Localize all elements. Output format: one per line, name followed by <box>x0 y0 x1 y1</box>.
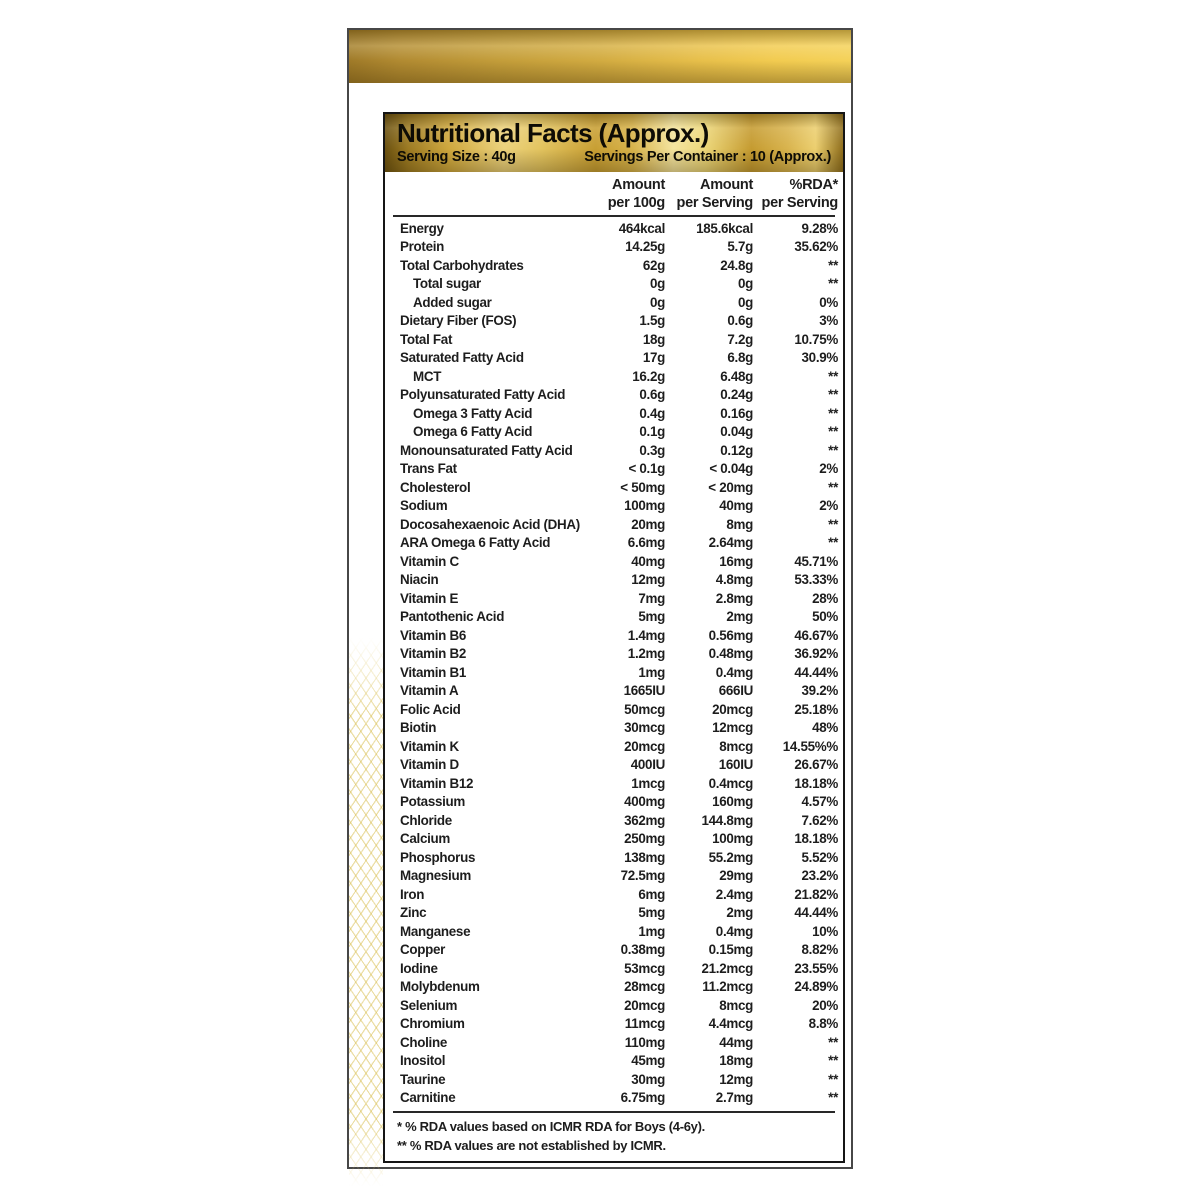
rda-per-serving: 2% <box>819 498 838 513</box>
nutrient-name: Docosahexaenoic Acid (DHA) <box>400 516 580 532</box>
amount-per-serving: 666IU <box>718 683 753 698</box>
rda-per-serving: ** <box>828 257 838 273</box>
rda-per-serving: 8.8% <box>808 1016 838 1031</box>
amount-per-100g: 45mg <box>631 1053 665 1068</box>
amount-per-100g: 40mg <box>631 553 665 569</box>
amount-per-100g: 1665IU <box>623 683 665 698</box>
amount-per-serving: 7.2g <box>727 331 753 347</box>
amount-per-serving: 8mcg <box>719 738 753 754</box>
column-header-blank <box>400 176 577 212</box>
table-row <box>400 941 838 960</box>
table-row <box>400 775 838 794</box>
amount-per-serving: 0.4mcg <box>708 775 753 791</box>
table-row <box>400 812 838 831</box>
amount-per-serving: 0.48mg <box>708 646 753 661</box>
table-row <box>400 1089 838 1108</box>
nutrient-name: Omega 6 Fatty Acid <box>413 424 533 439</box>
rda-per-serving: ** <box>828 535 838 550</box>
rda-per-serving: 53.33% <box>794 572 838 587</box>
table-row <box>400 627 838 646</box>
nutrition-facts-table <box>383 112 845 1163</box>
nutrient-name: Protein <box>400 239 445 254</box>
nutrient-name: Molybdenum <box>400 979 480 994</box>
amount-per-100g: 30mg <box>631 1071 665 1087</box>
nutrient-name: ARA Omega 6 Fatty Acid <box>400 535 551 550</box>
amount-per-serving: 0.4mg <box>715 664 753 680</box>
nutrient-name: Vitamin B12 <box>400 775 474 791</box>
amount-per-serving: 4.8mg <box>715 572 753 587</box>
mesh-watermark-decoration <box>349 638 383 1186</box>
amount-per-serving: 4.4mcg <box>708 1016 753 1031</box>
table-row <box>400 645 838 664</box>
amount-per-100g: 20mcg <box>624 738 665 754</box>
amount-per-100g: 400mg <box>624 794 665 809</box>
table-row <box>400 756 838 775</box>
table-row <box>400 534 838 553</box>
nutrient-name: Saturated Fatty Acid <box>400 350 524 365</box>
rda-per-serving: 24.89% <box>794 979 838 994</box>
amount-per-100g: 53mcg <box>624 960 665 976</box>
amount-per-serving: 144.8mg <box>701 812 753 828</box>
rda-per-serving: 23.55% <box>794 960 838 976</box>
amount-per-serving: 2mg <box>726 609 753 624</box>
table-row <box>400 886 838 905</box>
nutrient-name: Iodine <box>400 960 438 976</box>
amount-per-100g: < 50mg <box>620 479 665 495</box>
nutrient-name: Chloride <box>400 812 452 828</box>
amount-per-serving: < 20mg <box>708 479 753 495</box>
nutrient-name: Iron <box>400 886 425 902</box>
rda-per-serving: ** <box>828 1034 838 1050</box>
amount-per-serving: 21.2mcg <box>701 960 753 976</box>
rda-per-serving: 25.18% <box>794 701 838 717</box>
nutrient-name: Selenium <box>400 997 458 1013</box>
amount-per-100g: 1mg <box>638 664 665 680</box>
amount-per-100g: 1mcg <box>631 775 665 791</box>
rda-per-serving: 39.2% <box>801 683 838 698</box>
table-row <box>400 516 838 535</box>
table-row <box>400 867 838 886</box>
amount-per-100g: 0.4g <box>639 405 665 421</box>
amount-per-100g: 7mg <box>638 590 665 606</box>
amount-per-serving: 12mg <box>719 1071 753 1087</box>
rda-per-serving: 21.82% <box>794 886 838 902</box>
nutrient-name: Trans Fat <box>400 461 457 476</box>
table-row <box>400 719 838 738</box>
table-row <box>400 442 838 461</box>
amount-per-100g: 14.25g <box>625 239 665 254</box>
table-row <box>400 904 838 923</box>
footnotes <box>385 1115 843 1161</box>
amount-per-serving: 8mg <box>726 516 753 532</box>
rda-per-serving: ** <box>828 1090 838 1105</box>
amount-per-100g: 11mcg <box>624 1016 665 1031</box>
table-row <box>400 349 838 368</box>
table-row <box>400 830 838 849</box>
amount-per-serving: 100mg <box>712 831 753 846</box>
amount-per-serving: 55.2mg <box>708 849 753 865</box>
table-row <box>400 331 838 350</box>
amount-per-serving: 44mg <box>719 1034 753 1050</box>
serving-size: Serving Size : 40g <box>397 149 516 165</box>
footnote-rda-not-established: ** % RDA values are not established by ICMR. <box>397 1137 666 1153</box>
amount-per-100g: 6mg <box>638 886 665 902</box>
table-row <box>400 460 838 479</box>
amount-per-serving: 0.56mg <box>708 627 753 643</box>
nutrient-name: Dietary Fiber (FOS) <box>400 313 517 328</box>
amount-per-100g: 138mg <box>624 849 665 865</box>
table-row <box>400 571 838 590</box>
amount-per-serving: 8mcg <box>719 997 753 1013</box>
table-row <box>400 423 838 442</box>
table-row <box>400 978 838 997</box>
rda-per-serving: 14.55%% <box>782 738 838 754</box>
amount-per-100g: 18g <box>642 331 665 347</box>
amount-per-serving: 2.64mg <box>708 535 753 550</box>
rda-per-serving: 9.28% <box>801 220 838 236</box>
table-row <box>400 664 838 683</box>
nutrient-name: Folic Acid <box>400 701 461 717</box>
rda-per-serving: 5.52% <box>801 849 838 865</box>
rda-per-serving: 2% <box>819 461 838 476</box>
nutrient-name: Potassium <box>400 794 466 809</box>
amount-per-serving: 5.7g <box>727 239 753 254</box>
rda-per-serving: 4.57% <box>801 794 838 809</box>
nutrient-name: Vitamin B1 <box>400 664 466 680</box>
rda-per-serving: 44.44% <box>794 664 838 680</box>
rda-per-serving: 7.62% <box>801 812 838 828</box>
amount-per-100g: 400IU <box>630 757 665 772</box>
amount-per-serving: 40mg <box>719 498 753 513</box>
nutrient-name: Niacin <box>400 572 439 587</box>
amount-per-serving: 0.24g <box>720 387 753 402</box>
nutrient-name: Vitamin E <box>400 590 459 606</box>
rda-per-serving: 23.2% <box>801 868 838 883</box>
rda-per-serving: 36.92% <box>794 646 838 661</box>
rda-per-serving: ** <box>828 276 838 291</box>
column-header-amount-per-100g: Amount per 100g <box>607 177 665 211</box>
amount-per-100g: 30mcg <box>624 720 665 735</box>
table-row <box>400 682 838 701</box>
rda-per-serving: ** <box>828 387 838 402</box>
table-row <box>400 1034 838 1053</box>
nutrient-name: Phosphorus <box>400 849 476 865</box>
rda-per-serving: 0% <box>819 294 838 310</box>
column-headers <box>385 172 843 212</box>
footnote-rda-basis: * % RDA values based on ICMR RDA for Boys (4-6y). <box>397 1118 705 1134</box>
nutrient-name: Taurine <box>400 1071 446 1087</box>
rda-per-serving: 18.18% <box>794 831 838 846</box>
nutrient-name: Manganese <box>400 923 471 939</box>
amount-per-100g: 0.38mg <box>620 942 665 957</box>
amount-per-100g: 464kcal <box>618 220 665 236</box>
table-row <box>400 220 838 239</box>
table-row <box>400 479 838 498</box>
nutrient-name: Total Fat <box>400 331 453 347</box>
amount-per-100g: 250mg <box>624 831 665 846</box>
rda-per-serving: ** <box>828 1053 838 1068</box>
amount-per-100g: 17g <box>642 350 665 365</box>
rda-per-serving: ** <box>828 424 838 439</box>
nutrient-name: Total Carbohydrates <box>400 257 524 273</box>
table-row <box>400 368 838 387</box>
amount-per-100g: 20mcg <box>624 997 665 1013</box>
nutrient-name: Cholesterol <box>400 479 471 495</box>
nutrient-name: Magnesium <box>400 868 471 883</box>
nutrient-name: Calcium <box>400 831 450 846</box>
rda-per-serving: ** <box>828 479 838 495</box>
amount-per-100g: 12mg <box>631 572 665 587</box>
amount-per-100g: 0.3g <box>639 442 665 458</box>
table-row <box>400 1015 838 1034</box>
amount-per-100g: 5mg <box>638 609 665 624</box>
nutrient-name: Vitamin K <box>400 738 459 754</box>
nutrient-name: Vitamin C <box>400 553 459 569</box>
nutrient-name: Carnitine <box>400 1090 456 1105</box>
column-header-amount-per-serving: Amount per Serving <box>676 177 753 211</box>
amount-per-serving: 6.8g <box>727 350 753 365</box>
rda-per-serving: 50% <box>812 609 838 624</box>
amount-per-serving: 0.6g <box>727 313 753 328</box>
table-row <box>400 997 838 1016</box>
amount-per-100g: 110mg <box>624 1034 665 1050</box>
amount-per-serving: 18mg <box>719 1053 753 1068</box>
table-row <box>400 590 838 609</box>
rda-per-serving: ** <box>828 1071 838 1087</box>
serving-info-row <box>397 149 831 166</box>
table-row <box>400 793 838 812</box>
table-row <box>400 275 838 294</box>
amount-per-serving: 0.15mg <box>708 942 753 957</box>
amount-per-100g: 1.2mg <box>627 646 665 661</box>
amount-per-100g: 0g <box>649 276 665 291</box>
table-row <box>400 405 838 424</box>
rda-per-serving: 48% <box>812 720 838 735</box>
nutrient-name: Zinc <box>400 905 427 920</box>
nutrient-rows <box>385 217 843 1108</box>
table-row <box>400 238 838 257</box>
footnote-divider-rule <box>393 1111 835 1113</box>
amount-per-100g: 72.5mg <box>620 868 665 883</box>
nutrition-label-panel <box>347 28 853 1169</box>
table-row <box>400 960 838 979</box>
amount-per-serving: 20mcg <box>712 701 753 717</box>
rda-per-serving: 45.71% <box>794 553 838 569</box>
gold-band-decoration <box>349 30 851 83</box>
amount-per-serving: 185.6kcal <box>696 220 753 236</box>
amount-per-100g: 0g <box>649 294 665 310</box>
table-row <box>400 1052 838 1071</box>
nutrient-name: Pantothenic Acid <box>400 609 505 624</box>
amount-per-serving: 0.12g <box>720 442 753 458</box>
amount-per-serving: 0.04g <box>720 424 753 439</box>
amount-per-serving: 0.16g <box>720 405 753 421</box>
amount-per-100g: 1.4mg <box>627 627 665 643</box>
amount-per-serving: 24.8g <box>720 257 753 273</box>
amount-per-100g: 50mcg <box>624 701 665 717</box>
amount-per-100g: 1.5g <box>639 313 665 328</box>
rda-per-serving: 18.18% <box>794 775 838 791</box>
amount-per-100g: 5mg <box>638 905 665 920</box>
rda-per-serving: 10% <box>812 923 838 939</box>
amount-per-100g: 1mg <box>638 923 665 939</box>
table-row <box>400 608 838 627</box>
rda-per-serving: 3% <box>819 313 838 328</box>
rda-per-serving: 44.44% <box>794 905 838 920</box>
table-row <box>400 738 838 757</box>
amount-per-100g: 362mg <box>624 812 665 828</box>
rda-per-serving: 26.67% <box>794 757 838 772</box>
nutrient-name: Polyunsaturated Fatty Acid <box>400 387 566 402</box>
table-row <box>400 553 838 572</box>
nutrient-name: Monounsaturated Fatty Acid <box>400 442 573 458</box>
amount-per-serving: < 0.04g <box>709 461 753 476</box>
table-title: Nutritional Facts (Approx.) <box>397 118 709 148</box>
table-row <box>400 849 838 868</box>
rda-per-serving: ** <box>828 442 838 458</box>
amount-per-100g: 100mg <box>624 498 665 513</box>
table-row <box>400 294 838 313</box>
amount-per-serving: 160IU <box>718 757 753 772</box>
nutrient-name: Vitamin A <box>400 683 459 698</box>
nutrient-name: Vitamin B2 <box>400 646 466 661</box>
table-row <box>400 386 838 405</box>
table-row <box>400 1071 838 1090</box>
amount-per-100g: 0.1g <box>639 424 665 439</box>
rda-per-serving: 28% <box>812 590 838 606</box>
rda-per-serving: 8.82% <box>801 942 838 957</box>
nutrient-name: Energy <box>400 220 444 236</box>
amount-per-serving: 6.48g <box>720 368 753 384</box>
nutrient-name: Vitamin D <box>400 757 459 772</box>
column-header-rda-per-serving: %RDA* per Serving <box>761 177 838 211</box>
nutrient-name: Sodium <box>400 498 448 513</box>
nutrient-name: Biotin <box>400 720 437 735</box>
amount-per-serving: 2.8mg <box>715 590 753 606</box>
amount-per-100g: 20mg <box>631 516 665 532</box>
amount-per-serving: 16mg <box>719 553 753 569</box>
amount-per-100g: < 0.1g <box>628 461 665 476</box>
amount-per-100g: 16.2g <box>632 368 665 384</box>
nutrient-name: MCT <box>413 368 442 384</box>
nutrient-name: Added sugar <box>413 294 492 310</box>
nutrient-name: Omega 3 Fatty Acid <box>413 405 533 421</box>
amount-per-100g: 62g <box>642 257 665 273</box>
amount-per-serving: 11.2mcg <box>702 979 753 994</box>
nutrient-name: Copper <box>400 942 446 957</box>
amount-per-serving: 0g <box>737 276 753 291</box>
table-row <box>400 497 838 516</box>
amount-per-100g: 28mcg <box>624 979 665 994</box>
rda-per-serving: ** <box>828 405 838 421</box>
table-row <box>400 312 838 331</box>
amount-per-serving: 2mg <box>726 905 753 920</box>
amount-per-serving: 0g <box>737 294 753 310</box>
rda-per-serving: 35.62% <box>794 239 838 254</box>
nutrient-name: Inositol <box>400 1053 446 1068</box>
table-row <box>400 257 838 276</box>
amount-per-100g: 6.75mg <box>620 1090 665 1105</box>
amount-per-serving: 29mg <box>719 868 753 883</box>
amount-per-serving: 12mcg <box>712 720 753 735</box>
nutrient-name: Vitamin B6 <box>400 627 466 643</box>
table-gold-header <box>385 114 843 172</box>
rda-per-serving: 10.75% <box>794 331 838 347</box>
amount-per-100g: 0.6g <box>639 387 665 402</box>
rda-per-serving: ** <box>828 368 838 384</box>
nutrient-name: Choline <box>400 1034 447 1050</box>
rda-per-serving: 30.9% <box>801 350 838 365</box>
rda-per-serving: ** <box>828 516 838 532</box>
amount-per-serving: 160mg <box>712 794 753 809</box>
servings-per-container: Servings Per Container : 10 (Approx.) <box>584 149 831 165</box>
nutrient-name: Chromium <box>400 1016 465 1031</box>
amount-per-serving: 0.4mg <box>715 923 753 939</box>
amount-per-100g: 6.6mg <box>627 535 665 550</box>
amount-per-serving: 2.4mg <box>715 886 753 902</box>
rda-per-serving: 46.67% <box>794 627 838 643</box>
amount-per-serving: 2.7mg <box>715 1090 753 1105</box>
table-row <box>400 923 838 942</box>
nutrient-name: Total sugar <box>413 276 481 291</box>
table-row <box>400 701 838 720</box>
rda-per-serving: 20% <box>812 997 838 1013</box>
